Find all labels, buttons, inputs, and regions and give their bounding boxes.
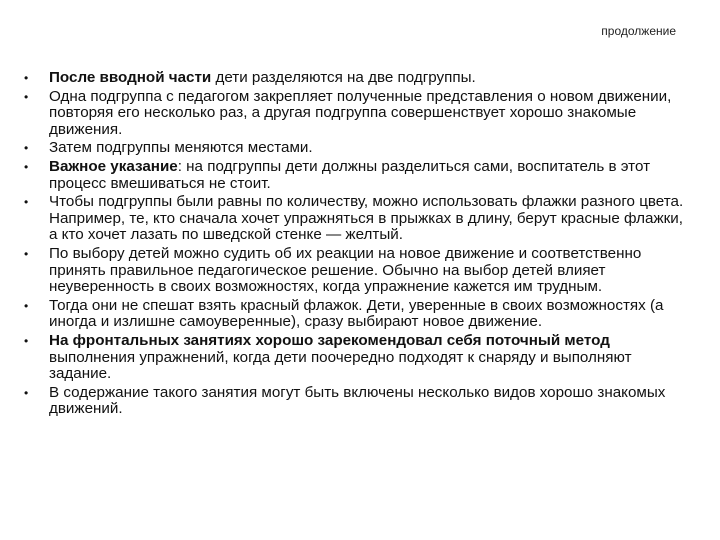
list-item [24,298,692,331]
bullet-icon: • [24,141,29,156]
bullet-icon: • [24,159,29,174]
bullet-icon: • [24,333,29,348]
item-text: По выбору детей можно судить об их реакции на новое движение и соответственно принять правильное педагогическое решение. Обычно на выбор детей влияет неуверенность в своих возможностях, когда упражнение кажется им трудным. [49,244,642,296]
bullet-icon: • [24,71,29,85]
item-text: выполнения упражнений, когда дети поочередно подходят к снаряду и выполняют задание. [49,348,632,383]
list-item [24,246,692,296]
bullet-list [24,70,692,420]
bullet-icon: • [24,246,29,261]
item-text: : на подгруппы дети должны разделиться сами, воспитатель в этот процесс вмешиваться не стоит. [49,157,651,192]
item-text: Чтобы подгруппы были равны по количеству, можно использовать флажки разного цвета. Например, те, кто сначала хочет упражняться в прыжках в длину, берут красные флажки, а кто хочет лазать по шведской стенке — желтый. [49,193,684,244]
item-bold-text: После вводной части [49,69,212,86]
bullet-icon: • [24,298,29,313]
bullet-icon: • [24,195,29,210]
list-item [24,333,692,383]
list-item [24,70,692,87]
item-text: Тогда они не спешат взять красный флажок. Дети, уверенные в своих возможностях (а иногда и излишне самоуверенные), сразу выбирают новое движение. [49,296,664,331]
list-item [24,89,692,139]
item-text: В содержание такого занятия могут быть включены несколько видов хорошо знакомых движений. [49,383,666,418]
item-text: дети разделяются на две подгруппы. [211,69,476,86]
item-text: Затем подгруппы меняются местами. [49,139,313,157]
bullet-icon: • [24,385,29,400]
list-item [24,194,692,244]
list-item [24,140,692,157]
bullet-icon: • [24,89,29,104]
list-item [24,385,692,418]
continuation-note: продолжение [601,24,676,38]
item-bold-text: Важное указание [49,157,178,175]
item-bold-text: На фронтальных занятиях хорошо зарекомендовал себя поточный метод [49,331,610,349]
item-text: Одна подгруппа с педагогом закрепляет полученные представления о новом движении, повторяя его несколько раз, а другая подгруппа совершенствует хорошо знакомые движения. [49,87,672,138]
list-item [24,159,692,192]
